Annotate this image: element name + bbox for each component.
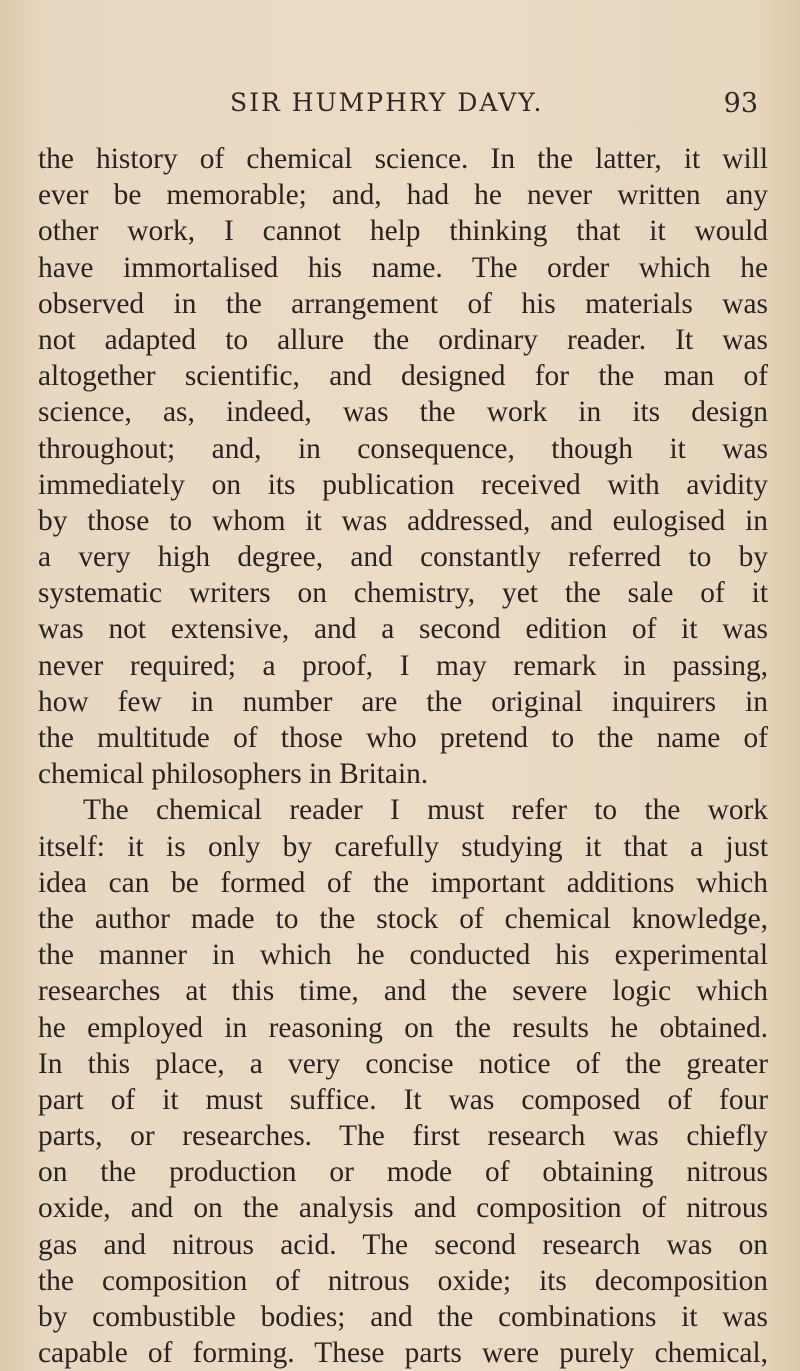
text-line: never required; a proof, I may remark in passing, [38, 649, 768, 682]
text-line: the multitude of those who pretend to the name of [38, 722, 768, 754]
text-line: parts, or researches. The first research was chiefly [38, 1120, 768, 1153]
text-line: idea can be formed of the important additions which [38, 866, 768, 899]
text-line: observed in the arrangement of his materials was [38, 287, 768, 320]
text-line: the composition of nitrous oxide; its decomposition [38, 1264, 768, 1297]
text-line: he employed in reasoning on the results he obtained. [38, 1011, 768, 1044]
text-line: itself: it is only by carefully studying it that a just [38, 830, 768, 863]
text-line: the history of chemical science. In the latter, it will [38, 143, 768, 175]
text-line: the manner in which he conducted his experimental [38, 939, 768, 972]
text-line: not adapted to allure the ordinary reader. It was [38, 323, 768, 356]
text-line: immediately on its publication received with avidity [38, 468, 768, 501]
text-line: the author made to the stock of chemical knowledge, [38, 902, 768, 935]
text-line: researches at this time, and the severe logic which [38, 975, 768, 1008]
text-line: part of it must suffice. It was composed of four [38, 1083, 768, 1116]
text-line: oxide, and on the analysis and composition of nitrous [38, 1192, 768, 1225]
body-text [38, 141, 768, 1371]
text-line: a very high degree, and constantly referred to by [38, 541, 768, 574]
text-line: throughout; and, in consequence, though it was [38, 432, 768, 465]
text-line: systematic writers on chemistry, yet the sale of it [38, 577, 768, 610]
text-line: other work, I cannot help thinking that it would [38, 215, 768, 248]
running-title: SIR HUMPHRY DAVY. [230, 88, 544, 117]
text-line: In this place, a very concise notice of the greater [38, 1047, 768, 1080]
text-line: science, as, indeed, was the work in its design [38, 396, 768, 429]
text-line: on the production or mode of obtaining nitrous [38, 1156, 768, 1189]
text-line: altogether scientific, and designed for the man of [38, 360, 768, 393]
paragraph-start-line: The chemical reader I must refer to the work [83, 794, 768, 827]
paragraph-end-line: chemical philosophers in Britain. [38, 758, 429, 791]
text-line: how few in number are the original inquirers in [38, 685, 768, 718]
text-line: was not extensive, and a second edition of it was [38, 613, 768, 646]
text-line: capable of forming. These parts were purely chemical, [38, 1337, 768, 1370]
text-line: ever be memorable; and, had he never written any [38, 179, 768, 212]
text-line: by those to whom it was addressed, and eulogised in [38, 504, 768, 537]
page-header [0, 88, 800, 128]
text-line: have immortalised his name. The order which he [38, 251, 768, 284]
text-line: gas and nitrous acid. The second research was on [38, 1228, 768, 1261]
text-line: by combustible bodies; and the combinations it was [38, 1301, 768, 1333]
page-number: 93 [723, 88, 758, 119]
